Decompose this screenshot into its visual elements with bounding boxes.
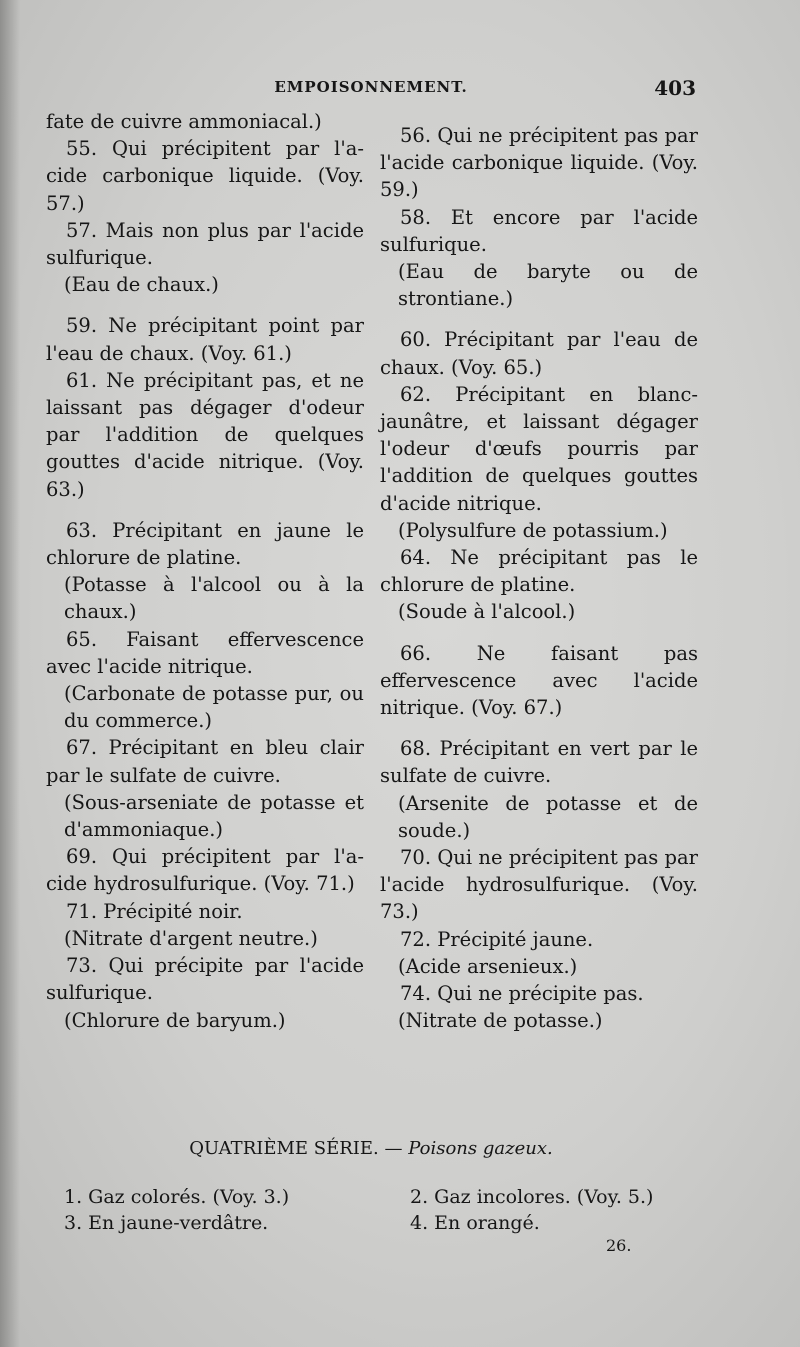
left-note: (Carbonate de potasse pur, ou du commerce.) [64,682,364,733]
left-note: (Chlorure de baryum.) [64,1008,286,1032]
right-entry: 64. Ne précipitant pas le chlorure de platine. [380,546,698,597]
left-entry: 57. Mais non plus par l'acide sulfurique. [46,218,364,270]
section-heading [46,1138,696,1159]
gas-entry-1: 1. Gaz colorés. (Voy. 3.) [64,1186,290,1208]
right-note: (Soude à l'alcool.) [398,600,576,624]
section-subtitle: Poisons gazeux. [408,1138,553,1159]
left-entry: 69. Qui précipitent par l'a-cide hydrosulfurique. (Voy. 71.) [46,845,364,896]
signature-mark: 26. [606,1236,632,1255]
right-entry: 74. Qui ne précipite pas. [400,982,644,1006]
right-gap [380,312,698,326]
gas-entry-2: 2. Gaz incolores. (Voy. 5.) [410,1186,654,1208]
section-label: QUATRIÈME SÉRIE. [189,1138,379,1159]
left-note: (Eau de chaux.) [64,273,219,297]
right-entry: 58. Et encore par l'acide sulfurique. [380,205,698,256]
left-gap [46,503,364,517]
left-entry: 73. Qui précipite par l'acide sulfurique. [46,954,364,1005]
gas-entry-3: 3. En jaune-verdâtre. [64,1212,269,1234]
left-entry: 55. Qui précipitent par l'a-cide carbonique liquide. (Voy. 57.) [46,137,364,215]
right-entry: 62. Précipitant en blanc-jaunâtre, et laissant dégager l'odeur d'œufs pourris par l'addition de quelques gouttes d'acide nitrique. [380,382,698,515]
page-gutter-shadow [0,0,20,1347]
left-note: (Nitrate d'argent neutre.) [64,926,318,950]
left-entry: 63. Précipitant en jaune le chlorure de platine. [46,518,364,570]
left-entry: 61. Ne précipitant pas, et ne laissant pas dégager d'odeur par l'addition de quelques gouttes d'acide nitrique. (Voy. 63.) [46,368,364,501]
left-gap [46,298,364,312]
gas-entry-4: 4. En orangé. [410,1212,540,1234]
right-entry: 70. Qui ne précipitent pas par l'acide hydrosulfurique. (Voy. 73.) [380,846,698,924]
right-note: (Nitrate de potasse.) [398,1009,603,1033]
right-gap [380,721,698,735]
right-entry: 56. Qui ne précipitent pas par l'acide carbonique liquide. (Voy. 59.) [380,124,698,202]
right-note: (Arsenite de potasse et de soude.) [398,791,698,842]
running-header [46,76,696,108]
right-entry: 72. Précipité jaune. [400,927,594,951]
left-entry: 67. Précipitant en bleu clair par le sulfate de cuivre. [46,736,364,787]
right-gap [380,626,698,640]
left-entry: fate de cuivre ammoniacal.) [46,110,322,133]
right-note: (Acide arsenieux.) [398,954,578,978]
page-number: 403 [654,76,696,100]
left-entry: 71. Précipité noir. [66,899,243,923]
right-entry: 60. Précipitant par l'eau de chaux. (Voy. 65.) [380,328,698,379]
right-note: (Eau de baryte ou de strontiane.) [398,260,698,311]
right-entry: 68. Précipitant en vert par le sulfate de cuivre. [380,737,698,788]
section-dash: — [378,1138,409,1159]
right-note: (Polysulfure de potassium.) [398,518,668,542]
right-gap [380,108,698,122]
right-column [380,108,698,1035]
left-note: (Sous-arseniate de potasse et d'ammoniaque.) [64,790,364,842]
left-note: (Potasse à l'alcool ou à la chaux.) [64,573,364,624]
left-column [46,108,364,1034]
left-entry: 59. Ne précipitant point par l'eau de chaux. (Voy. 61.) [46,314,364,365]
left-entry: 65. Faisant effervescence avec l'acide nitrique. [46,627,364,678]
running-title: EMPOISONNEMENT. [274,78,468,96]
right-entry: 66. Ne faisant pas effervescence avec l'acide nitrique. (Voy. 67.) [380,641,698,720]
